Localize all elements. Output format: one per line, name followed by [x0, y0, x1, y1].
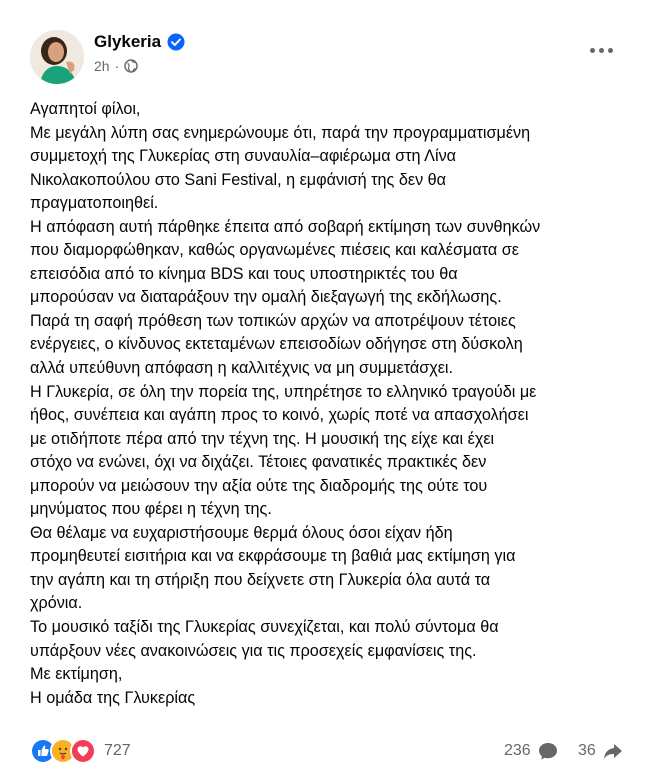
post-line: στόχο να ενώνει, όχι να διχάζει. Τέτοιες φανατικές πρακτικές δεν	[30, 453, 487, 472]
more-options-button[interactable]	[584, 36, 618, 64]
post-line: Η ομάδα της Γλυκερίας	[30, 688, 196, 707]
post-time[interactable]: 2h	[94, 58, 110, 74]
more-dot	[599, 48, 604, 53]
post-line: που διαμορφώθηκαν, καθώς οργανωμένες πιέσεις και καλέσματα σε	[30, 241, 519, 260]
comment-count: 236	[504, 742, 531, 759]
globe-icon	[124, 59, 138, 73]
post-line: μηνύματος που φέρει η τέχνη της.	[30, 500, 272, 519]
more-dot	[590, 48, 595, 53]
avatar[interactable]	[30, 30, 84, 84]
post-line: Η Γλυκερία, σε όλη την πορεία της, υπηρέτησε το ελληνικό τραγούδι με	[30, 382, 537, 401]
post-line: πραγματοποιηθεί.	[30, 194, 159, 213]
verified-badge-icon	[167, 33, 185, 51]
comments-count-button[interactable]	[504, 738, 559, 764]
post-body	[30, 98, 630, 710]
post-line: αλλά υπεύθυνη απόφαση η καλλιτέχνις να μη συμμετάσχει.	[30, 359, 454, 378]
post-line: προμηθευτεί εισιτήρια και να εκφράσουμε τη βαθιά μας εκτίμηση για	[30, 547, 516, 566]
post-line: επεισόδια από το κίνημα BDS και τους υποστηρικτές του θα	[30, 264, 458, 283]
comment-icon	[537, 740, 559, 762]
post-line: με οτιδήποτε πέρα από την τέχνη της. Η μουσική της είχε και έχει	[30, 429, 495, 448]
post-line: Η απόφαση αυτή πάρθηκε έπειτα από σοβαρή εκτίμηση των συνθηκών	[30, 217, 541, 236]
post-line: μπορούν να μειώσουν την αξία ούτε της διαδρομής της ούτε του	[30, 476, 488, 495]
post-line: Με εκτίμηση,	[30, 665, 123, 684]
post-line: την αγάπη και τη στήριξη που δείχνετε στη Γλυκερία όλα αυτά τα	[30, 570, 491, 589]
post-line: Παρά τη σαφή πρόθεση των τοπικών αρχών να αποτρέψουν τέτοιες	[30, 311, 516, 330]
post-line: υπάρξουν νέες ανακοινώσεις για τις προσεχείς εμφανίσεις της.	[30, 641, 477, 660]
avatar-photo	[30, 30, 84, 84]
shares-count-button[interactable]	[578, 738, 624, 764]
post-line: ενέργειες, ο κίνδυνος εκτεταμένων επεισοδίων οδήγησε στη δύσκολη	[30, 335, 523, 354]
post-line: Θα θέλαμε να ευχαριστήσουμε θερμά όλους όσοι είχαν ήδη	[30, 523, 453, 542]
post-line: χρόνια.	[30, 594, 83, 613]
share-count: 36	[578, 742, 596, 759]
post-line: Το μουσικό ταξίδι της Γλυκερίας συνεχίζεται, και πολύ σύντομα θα	[30, 618, 499, 637]
meta-separator: ·	[114, 58, 120, 74]
reaction-count: 727	[104, 742, 131, 759]
post-line: Αγαπητοί φίλοι,	[30, 100, 141, 118]
love-icon	[70, 738, 96, 764]
share-icon	[602, 740, 624, 762]
post-line: Με μεγάλη λύπη σας ενημερώνουμε ότι, παρά την προγραμματισμένη	[30, 123, 531, 142]
post-line: μπορούσαν να διαταράξουν την ομαλή διεξαγωγή της εκδήλωσης.	[30, 288, 502, 307]
post-line: Νικολακοπούλου στο Sani Festival, η εμφάνισή της δεν θα	[30, 170, 447, 189]
author-name[interactable]: Glykeria	[94, 32, 162, 51]
post-line: ήθος, συνέπεια και αγάπη προς το κοινό, χωρίς ποτέ να απασχολήσει	[30, 406, 529, 425]
post-line: συμμετοχή της Γλυκερίας στη συναυλία–αφιέρωμα στη Λίνα	[30, 147, 457, 166]
reactions-summary[interactable]	[30, 738, 131, 764]
more-dot	[608, 48, 613, 53]
